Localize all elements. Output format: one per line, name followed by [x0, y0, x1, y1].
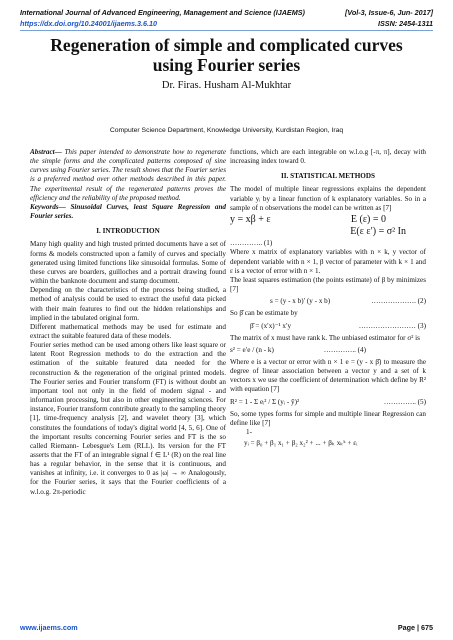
equation-4-number: ………….. (4)	[323, 345, 366, 354]
right-column	[230, 148, 426, 448]
equation-4: s² = e′e / (n - k)	[230, 345, 274, 354]
footer-site-link[interactable]: www.ijaems.com	[20, 623, 78, 632]
equation-6: yᵢ = β₀ + β₁ x₁ + β₂ x₂² + ... + βₖ xₖᵏ + εᵢ	[244, 439, 358, 448]
header-rule	[20, 30, 433, 31]
keywords	[30, 203, 226, 221]
equation-3: β̂ = (x′x)⁻¹ x′y	[250, 321, 292, 330]
volume-info: [Vol-3, Issue-6, Jun- 2017]	[344, 8, 433, 17]
equation-5-number: ………….. (5)	[383, 397, 426, 406]
methods-paragraph-1: The model of multiple linear regressions explains the dependent variable yᵢ by a linear function of k explanatory variables. So in a sample of n observations the model can be written as [7]	[230, 185, 426, 212]
equation-3-number: …………………… (3)	[358, 321, 426, 330]
doi-link[interactable]: https://dx.doi.org/10.24001/ijaems.3.6.10	[20, 19, 158, 28]
intro-paragraph-4: Fourier series method can be used among others like least square or latent Root Regression methods to do the extraction and the estimation of the suitable featured data needed for the reconstruction & the regeneration of the original printed models. The Fourier series and Fourier transform (FT) is without doubt an important tool not only in the field of modern signal - and information processing, but also in other engineering sciences. For instance, Fourier transform contribute greatly to the sampling theory [1], time-frequency analysis [2], and wavelet theory [3], which constitutes the foundations of today's digital world [4, 5, 6]. One of the important results concerning Fourier series and FT is the so called Riemann- Lebesgue's Lem (RLL). Its version for the FT asserts that the FT of an integrable signal f ∈ L¹ (R) on the real line has a regular behavior, in the sense that it is continuous, and vanishes at infinity, i.e. it converges to 0 as |ω| → ∞ Analogously, for the Fourier series, it says that the Fourier coefficients of a w.l.o.g. 2π-periodic	[30, 341, 226, 496]
methods-paragraph-5: The matrix of x must have rank k. The unbiased estimator for σ² is	[230, 333, 420, 342]
journal-header: International Journal of Advanced Engineering, Management and Science (IJAEMS)	[20, 8, 305, 17]
keywords-text: Sinusoidal Curves, least Square Regression and Fourier series.	[30, 202, 226, 221]
paper-title	[0, 35, 453, 75]
equation-1a: y = xβ + ε	[230, 213, 271, 225]
equation-2-number: ………………. (2)	[371, 297, 426, 306]
methods-heading: II. STATISTICAL METHODS	[281, 172, 375, 181]
issn-label: ISSN: 2454-1311	[377, 19, 433, 28]
methods-paragraph-3: The least squares estimation (the points estimate) of β by minimizes [7]	[230, 275, 426, 294]
equation-1c: E(ε ε′) = σ² In	[350, 226, 406, 238]
keywords-label: Keywords—	[30, 202, 66, 211]
abstract-text: This paper intended to demonstrate how to regenerate the simple forms and the complicated patterns composed of sine curves using Fourier series. The result shows that the Fourier series is a preferred method over other methods described in this paper. The experimental result of the regenerated patterns proves the efficiency and the reliability of the proposed method.	[30, 148, 226, 202]
equation-1b: E (ε) = 0	[350, 213, 386, 225]
intro-paragraph-2: Depending on the characteristics of the process being studied, a method of analysis could be used to extract the useful data picked with their main features to find out the hidden relationships and implied in the tabulated original form.	[30, 286, 226, 322]
methods-paragraph-6: Where e is a vector or error with n × 1 e = (y - x β̂) to measure the degree of linear association between a vector y and a set of k vectors x we use the coefficient of determination which define by R² with equation [7]	[230, 357, 426, 394]
author-name: Dr. Firas. Husham Al-Mukhtar	[161, 80, 292, 91]
page-number: Page | 675	[397, 623, 433, 632]
equation-5: R² = 1 - Σ eᵢ² / Σ (yᵢ - ȳ)²	[230, 397, 300, 406]
equation-2: s = (y - x b)′ (y - x b)	[270, 297, 331, 306]
title-line-2: using Fourier series	[152, 55, 301, 75]
methods-paragraph-2: Where x matrix of explanatory variables with n × k, y vector of dependent variable with n × 1, β vector of parameter with k × 1 and ε is a vector of error with n × 1.	[230, 248, 426, 275]
abstract-label: Abstract—	[30, 148, 62, 156]
affiliation: Computer Science Department, Knowledge University, Kurdistan Region, Iraq	[109, 127, 344, 134]
intro-paragraph-1: Many high quality and high trusted printed documents have a set of forms & models constructed upon a family of curves and specially generated using limited functions like sinusoidal formulas. Some of these curves are boarders, guilloches and a portrait drawing found within the banknote document and stamp document.	[30, 240, 226, 286]
title-line-1: Regeneration of simple and complicated curves	[50, 35, 403, 55]
abstract	[30, 148, 226, 203]
intro-heading: I. INTRODUCTION	[96, 227, 160, 236]
left-column	[30, 148, 226, 497]
continued-text: functions, which are each integrable on w.l.o.g [-π, π], decay with increasing index toward 0.	[230, 148, 426, 166]
methods-paragraph-4: So β̂ can be estimate by	[230, 309, 298, 318]
equation-1-number: ………….. (1)	[230, 239, 273, 248]
intro-paragraph-3: Different mathematical methods may be used for estimate and extract the suitable featured data of these models.	[30, 322, 226, 340]
list-item-1: 1-	[246, 428, 252, 437]
methods-paragraph-7: So, some types forms for simple and multiple linear Regression can define like [7]	[230, 409, 426, 427]
